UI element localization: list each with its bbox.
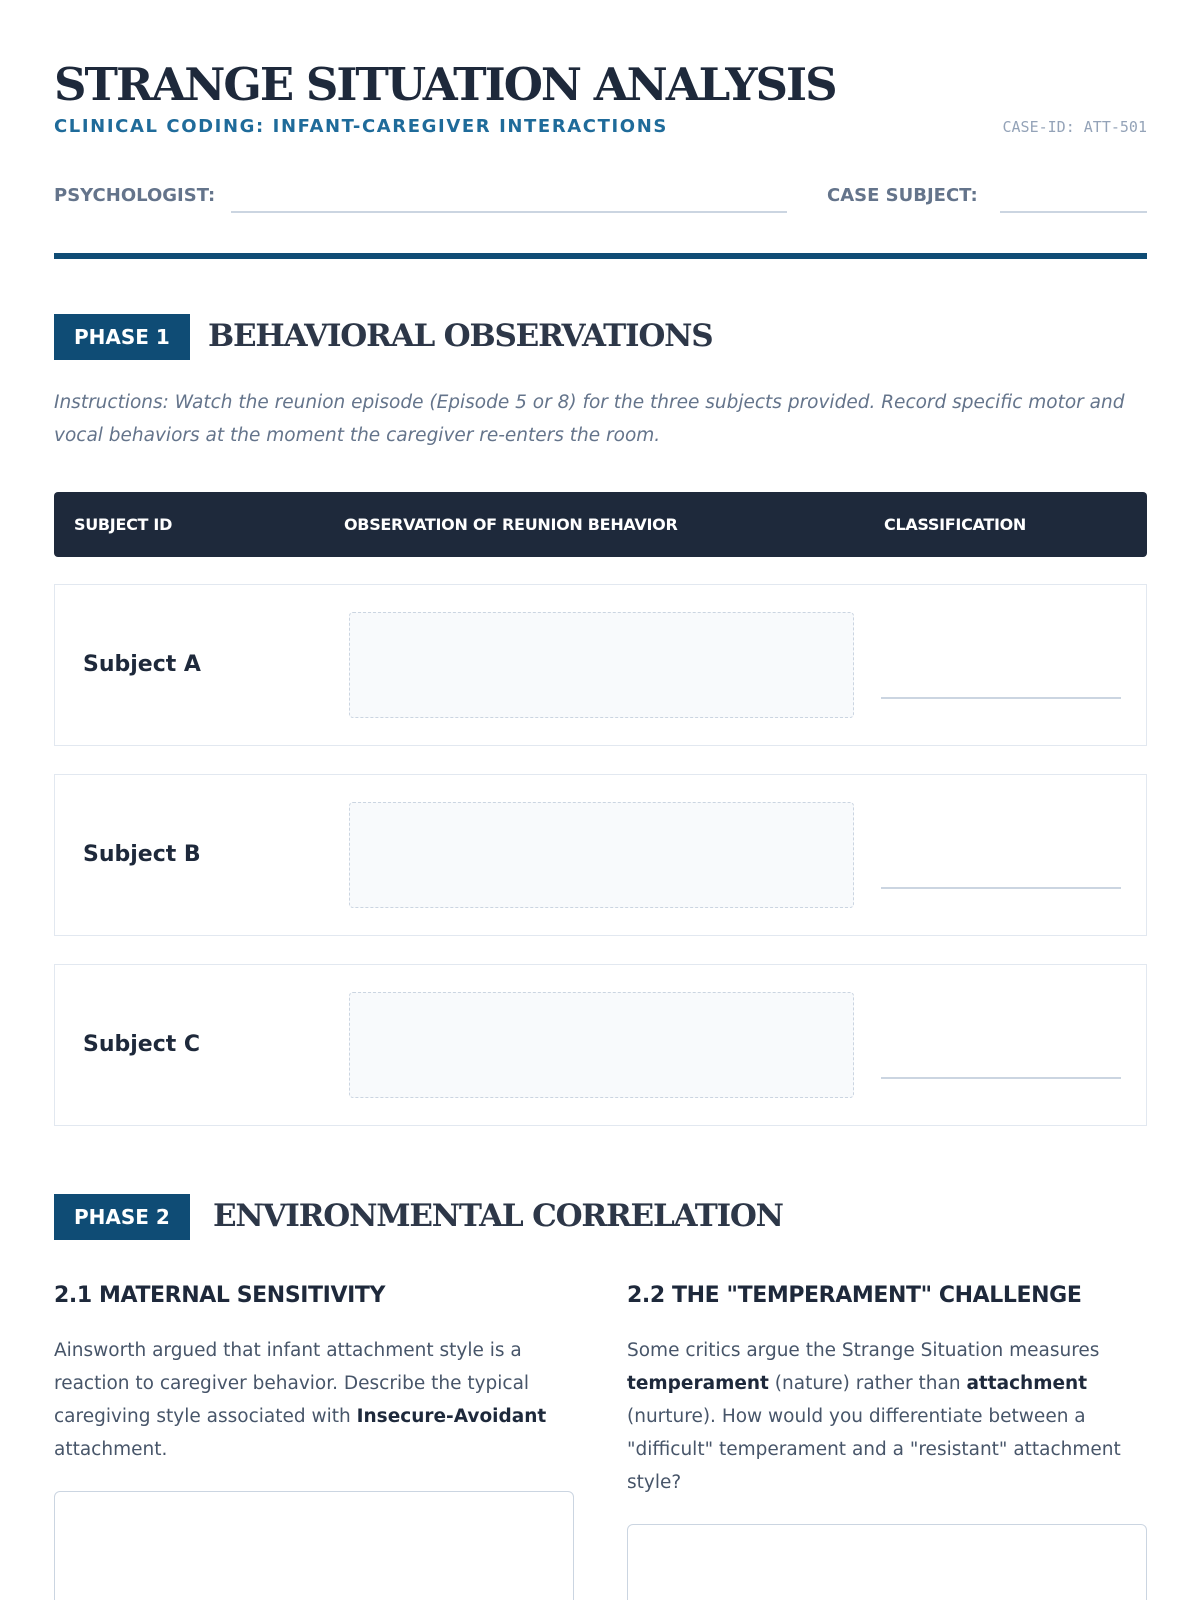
table-row <box>54 964 1147 1126</box>
subject-label: Subject A <box>83 652 201 677</box>
prompt-emphasis: Insecure-Avoidant <box>356 1406 547 1427</box>
header-divider <box>54 253 1147 259</box>
observation-input[interactable] <box>349 992 854 1098</box>
observation-input[interactable] <box>349 802 854 908</box>
case-subject-label: CASE SUBJECT: <box>827 185 978 206</box>
section-2-2-prompt <box>627 1334 1147 1499</box>
section-2-1-prompt <box>54 1334 574 1466</box>
worksheet-title: STRANGE SITUATION ANALYSIS <box>54 58 836 111</box>
section-2-2-heading: 2.2 THE "TEMPERAMENT" CHALLENGE <box>627 1283 1082 1308</box>
prompt-text: (nurture). How would you differentiate between a "difficult" temperament and a "resistant" attachment style? <box>627 1406 1121 1493</box>
case-subject-field[interactable] <box>1000 211 1147 213</box>
classification-input[interactable] <box>881 1077 1121 1079</box>
psychologist-field[interactable] <box>231 211 787 213</box>
table-row <box>54 584 1147 746</box>
column-header-observation: OBSERVATION OF REUNION BEHAVIOR <box>344 515 678 534</box>
section-2-2-answer-box[interactable] <box>627 1524 1147 1600</box>
column-header-classification: CLASSIFICATION <box>884 515 1027 534</box>
phase-2-badge: PHASE 2 <box>54 1194 190 1240</box>
classification-input[interactable] <box>881 887 1121 889</box>
prompt-emphasis: temperament <box>627 1373 769 1394</box>
column-header-subject-id: SUBJECT ID <box>74 515 173 534</box>
phase-1-badge: PHASE 1 <box>54 314 190 360</box>
prompt-text: (nature) rather than <box>768 1373 967 1394</box>
subject-label: Subject B <box>83 842 201 867</box>
classification-input[interactable] <box>881 697 1121 699</box>
prompt-text: attachment. <box>54 1439 168 1460</box>
section-2-1-heading: 2.1 MATERNAL SENSITIVITY <box>54 1283 385 1308</box>
phase-1-instructions: Instructions: Watch the reunion episode (Episode 5 or 8) for the three subjects provided. Record specific motor and vocal behaviors at the moment the caregiver re-enters the room. <box>54 392 1125 446</box>
worksheet-subtitle: CLINICAL CODING: INFANT-CAREGIVER INTERACTIONS <box>54 116 668 137</box>
prompt-text: Ainsworth argued that infant attachment style is a reaction to caregiver behavior. Describe the typical caregiving style associated with <box>54 1340 530 1427</box>
case-id: CASE-ID: ATT-501 <box>1002 118 1147 136</box>
phase-1-title: BEHAVIORAL OBSERVATIONS <box>208 318 713 354</box>
table-row <box>54 774 1147 936</box>
phase-2-title: ENVIRONMENTAL CORRELATION <box>213 1198 783 1234</box>
observation-table-header <box>54 492 1147 557</box>
psychologist-label: PSYCHOLOGIST: <box>54 185 216 206</box>
observation-input[interactable] <box>349 612 854 718</box>
prompt-text: Some critics argue the Strange Situation measures <box>627 1340 1100 1361</box>
subject-label: Subject C <box>83 1032 201 1057</box>
section-2-1-answer-box[interactable] <box>54 1491 574 1600</box>
prompt-emphasis: attachment <box>966 1373 1088 1394</box>
